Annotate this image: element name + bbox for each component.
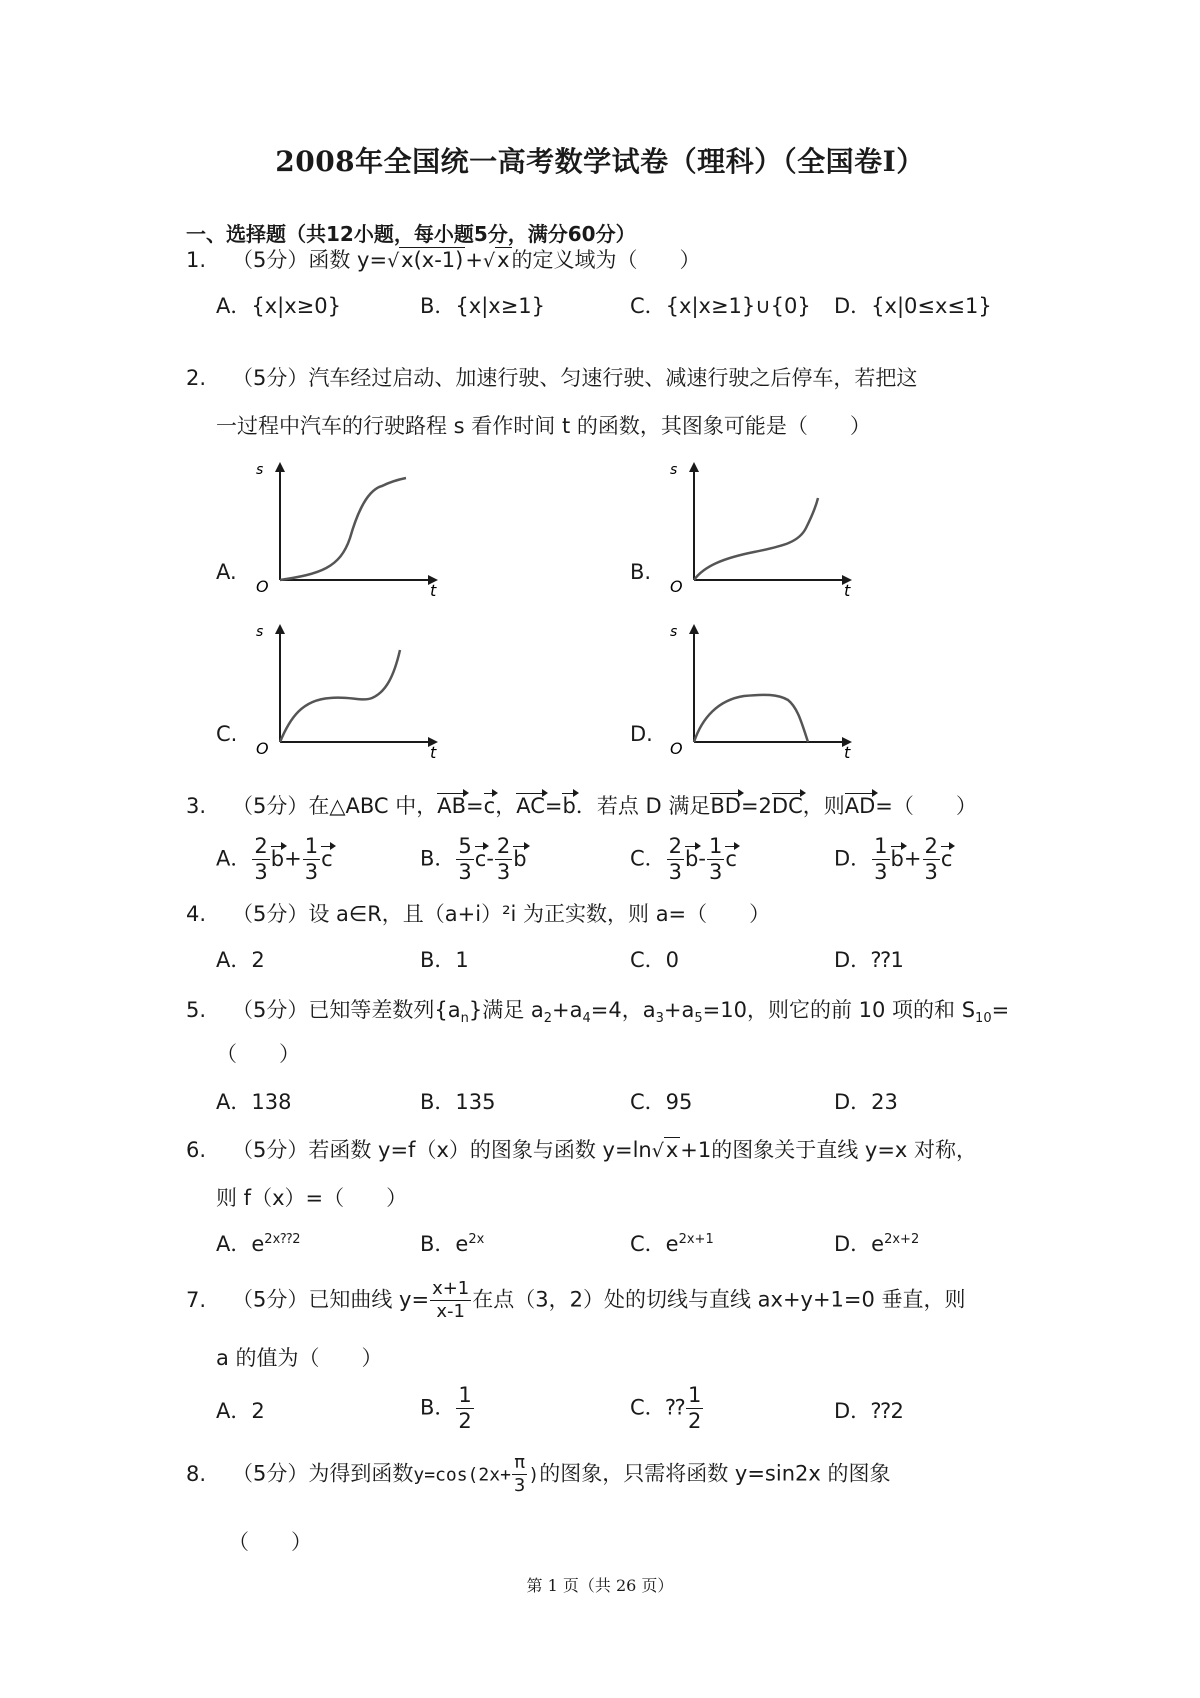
curve-b bbox=[694, 498, 818, 580]
origin-label: O bbox=[256, 739, 269, 758]
question-number: 1. bbox=[186, 248, 207, 272]
q1-option-d: D．{x|0≤x≤1} bbox=[834, 294, 992, 318]
vector-ac: AC bbox=[516, 794, 545, 818]
q3-option-c: C． $\frac{2}{3}$ b- $\frac{1}{3}$ c bbox=[630, 834, 737, 884]
question-5-line2: （ ） bbox=[216, 1042, 300, 1066]
graph-b-label: B. bbox=[630, 560, 652, 584]
graph-a bbox=[250, 458, 440, 598]
question-8-line2: （ ） bbox=[228, 1530, 312, 1554]
question-6: 6. （5分）若函数 y=f（x）的图象与函数 y=ln√x+1的图象关于直线 y=x 对称， bbox=[186, 1138, 978, 1162]
q7-option-c: C．⁇ $\frac{1}{2}$ bbox=[630, 1383, 702, 1433]
origin-label: O bbox=[670, 739, 683, 758]
question-number: 8. bbox=[186, 1461, 207, 1486]
question-8: 8. （5分）为得到函数y=cos(2x+ $\frac{\pi}{3}$ )的图象，只需将函数 y=sin2x 的图象 bbox=[186, 1452, 891, 1496]
q5-option-a: A．138 bbox=[216, 1090, 292, 1114]
q3-option-a: A． $\frac{2}{3}$ b+ $\frac{1}{3}$ c bbox=[216, 834, 333, 884]
axis-t-label: t bbox=[844, 743, 851, 760]
axis-s-label: s bbox=[256, 462, 264, 478]
graph-c-label: C. bbox=[216, 722, 238, 746]
question-4: 4. （5分）设 a∈R，且（a+i）²i 为正实数，则 a=（ ） bbox=[186, 902, 771, 926]
question-number: 6. bbox=[186, 1138, 207, 1162]
q6-option-b: B．$e^{2x}$ bbox=[420, 1232, 485, 1256]
vector-ad: AD bbox=[844, 794, 876, 818]
graph-a-label: A. bbox=[216, 560, 237, 584]
question-3: 3. （5分）在△ABC 中，AB=c，AC=b．若点 D 满足BD=2DC，则AD=（ ） bbox=[186, 794, 977, 818]
axis-s-label: s bbox=[670, 462, 678, 478]
graph-b bbox=[664, 458, 854, 598]
question-number: 3. bbox=[186, 794, 207, 818]
q7-option-b: B． $\frac{1}{2}$ bbox=[420, 1383, 472, 1433]
question-5: 5. （5分）已知等差数列$\{a_n\}$满足 $a_2+a_4=4$，$a_3+a_5=10$，则它的前 10 项的和 $S_{10}=$ bbox=[186, 998, 1010, 1027]
section-heading: 一、选择题（共12小题，每小题5分，满分60分） bbox=[186, 222, 636, 246]
q4-option-c: C．0 bbox=[630, 948, 680, 972]
q7-option-d: D．⁇2 bbox=[834, 1399, 904, 1423]
question-number: 4. bbox=[186, 902, 207, 926]
question-7-line2: a 的值为（ ） bbox=[216, 1346, 383, 1370]
page-footer: 第 1 页（共 26 页） bbox=[526, 1576, 674, 1595]
graph-d bbox=[664, 620, 854, 760]
graph-d-label: D. bbox=[630, 722, 653, 746]
q6-option-a: A．$e^{2x⁇2}$ bbox=[216, 1232, 301, 1256]
vector-bd: BD bbox=[710, 794, 741, 818]
question-number: 7. bbox=[186, 1287, 207, 1312]
radicand: x(x-1) bbox=[401, 248, 464, 272]
q4-option-d: D．⁇1 bbox=[834, 948, 904, 972]
vector-dc: DC bbox=[771, 794, 803, 818]
axis-s-label: s bbox=[670, 624, 678, 640]
question-2: 2. （5分）汽车经过启动、加速行驶、匀速行驶、减速行驶之后停车，若把这 bbox=[186, 366, 918, 390]
q4-option-a: A．2 bbox=[216, 948, 265, 972]
origin-label: O bbox=[670, 577, 683, 596]
q6-option-d: D．$e^{2x+2}$ bbox=[834, 1232, 920, 1256]
axis-t-label: t bbox=[430, 581, 437, 598]
q1-option-b: B．{x|x≥1} bbox=[420, 294, 546, 318]
question-number: 2. bbox=[186, 366, 207, 390]
q5-option-c: C．95 bbox=[630, 1090, 693, 1114]
q6-option-c: C．$e^{2x+1}$ bbox=[630, 1232, 714, 1256]
origin-label: O bbox=[256, 577, 269, 596]
axis-s-label: s bbox=[256, 624, 264, 640]
curve-c bbox=[280, 650, 400, 742]
q5-option-b: B．135 bbox=[420, 1090, 496, 1114]
question-number: 5. bbox=[186, 998, 207, 1022]
question-7: 7. （5分）已知曲线 y= $\frac{x+1}{x-1}$ 在点（3，2）处的切线与直线 ax+y+1=0 垂直，则 bbox=[186, 1278, 966, 1322]
document-title: 2008年全国统一高考数学试卷（理科）（全国卷Ⅰ） bbox=[275, 145, 925, 178]
axis-t-label: t bbox=[430, 743, 437, 760]
q1-option-c: C．{x|x≥1}∪{0} bbox=[630, 294, 811, 318]
question-1: 1. （5分）函数 y=√x(x-1)+√x的定义域为（ ） bbox=[186, 248, 701, 272]
vector-ab: AB bbox=[437, 794, 467, 818]
q1-option-a: A．{x|x≥0} bbox=[216, 294, 341, 318]
curve-d bbox=[694, 695, 808, 742]
q5-option-d: D．23 bbox=[834, 1090, 898, 1114]
radicand: x bbox=[497, 248, 510, 272]
question-2-line2: 一过程中汽车的行驶路程 s 看作时间 t 的函数，其图象可能是（ ） bbox=[216, 414, 871, 438]
q4-option-b: B．1 bbox=[420, 948, 469, 972]
q3-option-b: B． $\frac{5}{3}$ c- $\frac{2}{3}$ b bbox=[420, 834, 527, 884]
question-6-line2: 则 f（x）=（ ） bbox=[216, 1186, 408, 1210]
q3-option-d: D． $\frac{1}{3}$ b+ $\frac{2}{3}$ c bbox=[834, 834, 953, 884]
axis-t-label: t bbox=[844, 581, 851, 598]
curve-a bbox=[280, 478, 406, 580]
graph-c bbox=[250, 620, 440, 760]
q7-option-a: A．2 bbox=[216, 1399, 265, 1423]
